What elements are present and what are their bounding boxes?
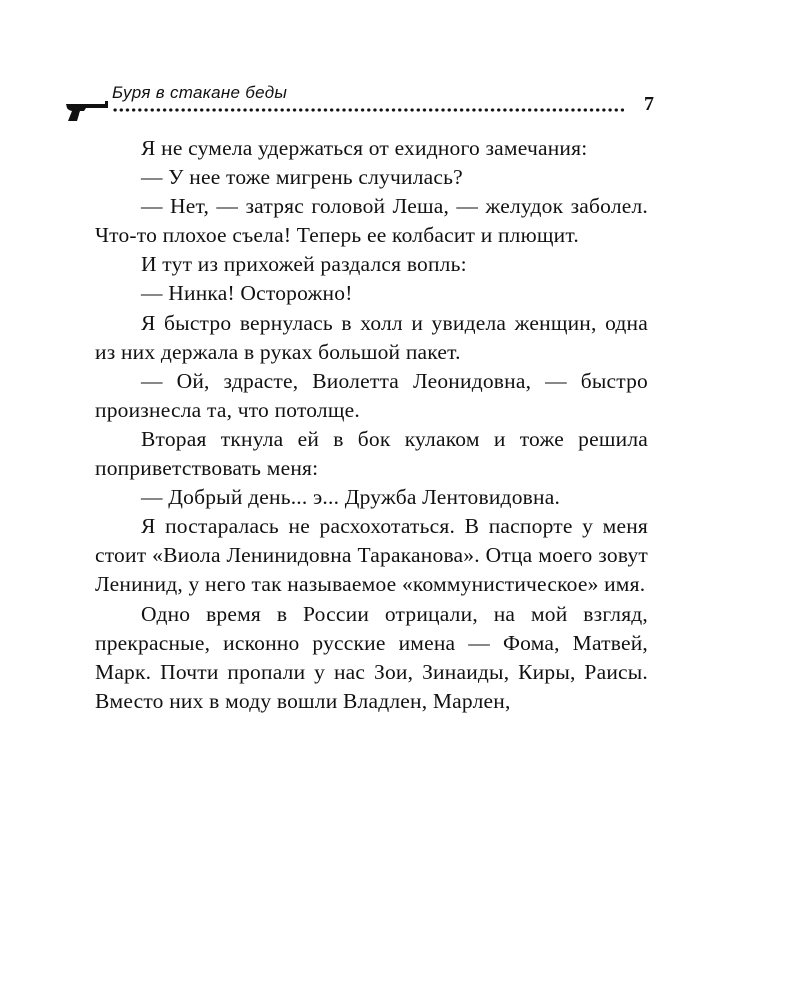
revolver-icon: [64, 98, 110, 122]
running-header: [64, 82, 654, 122]
paragraph: Вторая ткнула ей в бок кулаком и тоже решила поприветствовать меня:: [95, 426, 648, 481]
paragraph: — Добрый день... э... Дружба Лентовидовна.: [141, 485, 561, 510]
dotted-leader: [112, 108, 624, 112]
paragraph: И тут из прихожей раздался вопль:: [141, 252, 467, 277]
paragraph: — Ой, здрасте, Виолетта Леонидовна, — быстро произнесла та, что потолще.: [95, 368, 648, 422]
running-title: Буря в стакане беды: [112, 83, 288, 102]
paragraph: Я не сумела удержаться от ехидного замечания:: [141, 136, 588, 160]
paragraph: Я постаралась не расхохотаться. В паспорте у меня стоит «Виола Ленинидовна Тараканова». Отца моего зовут Ленинид, у него так называемое «коммунистическое» имя.: [95, 514, 648, 597]
paragraph: Я быстро вернулась в холл и увидела женщин, одна из них держала в руках большой пакет.: [95, 310, 648, 364]
paragraph: Одно время в России отрицали, на мой взгляд, прекрасные, исконно русские имена — Фома, Матвей, Марк. Почти пропали у нас Зои, Зинаиды, Киры, Раисы. Вместо них в моду вошли Владлен, Марлен,: [95, 601, 648, 713]
paragraph: — У нее тоже мигрень случилась?: [141, 165, 463, 190]
body-text: [95, 134, 648, 716]
paragraph: — Нет, — затряс головой Леша, — желудок заболел. Что-то плохое съела! Теперь ее колбасит и плющит.: [95, 194, 648, 248]
paragraph: — Нинка! Осторожно!: [141, 281, 353, 306]
page-number: 7: [644, 93, 654, 115]
